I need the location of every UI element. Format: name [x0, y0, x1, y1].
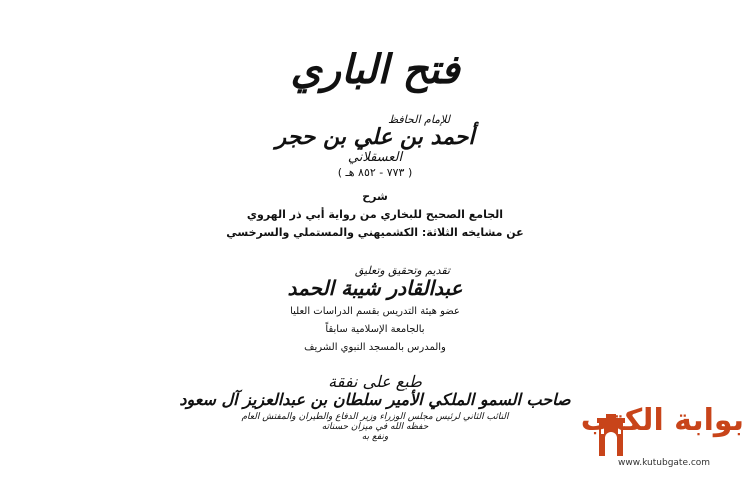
patron-line-1: النائب الثاني لرئيس مجلس الوزراء وزير الدفاع والطيران والمفتش العام: [241, 412, 509, 422]
watermark-name: بوابة الكتب: [580, 403, 744, 438]
book-title: فتح الباري: [290, 46, 460, 93]
watermark-logo[interactable]: [580, 400, 744, 474]
work-label: شرح: [362, 190, 388, 203]
editor-line-2: بالجامعة الإسلامية سابقاً: [325, 324, 425, 335]
work-line-2: عن مشايخه الثلاثة: الكشميهني والمستملي والسرخسي: [226, 226, 524, 239]
editor-line-1: عضو هيئة التدريس بقسم الدراسات العليا: [290, 306, 460, 317]
watermark-url[interactable]: www.kutubgate.com: [618, 458, 711, 468]
patron-line-2: حفظه الله في ميزان حسناته: [321, 422, 429, 432]
work-line-1: الجامع الصحيح للبخاري من رواية أبي ذر الهروي: [246, 208, 504, 221]
author-role: للإمام الحافظ: [387, 113, 450, 126]
author-dates: ( ٧٧٣ - ٨٥٢ هـ ): [337, 166, 413, 179]
author-name: أحمد بن علي بن حجر: [275, 124, 475, 150]
editor-role: تقديم وتحقيق وتعليق: [354, 264, 450, 277]
patron-line-3: ونفع به: [361, 432, 389, 442]
editor-line-3: والمدرس بالمسجد النبوي الشريف: [304, 342, 446, 353]
printed-at-expense: طبع على نفقة: [328, 372, 422, 391]
author-nisba: العسقلاني: [347, 150, 403, 165]
patron-name: صاحب السمو الملكي الأمير سلطان بن عبدالعزيز آل سعود: [179, 390, 571, 409]
editor-name: عبدالقادر شيبة الحمد: [287, 276, 463, 300]
